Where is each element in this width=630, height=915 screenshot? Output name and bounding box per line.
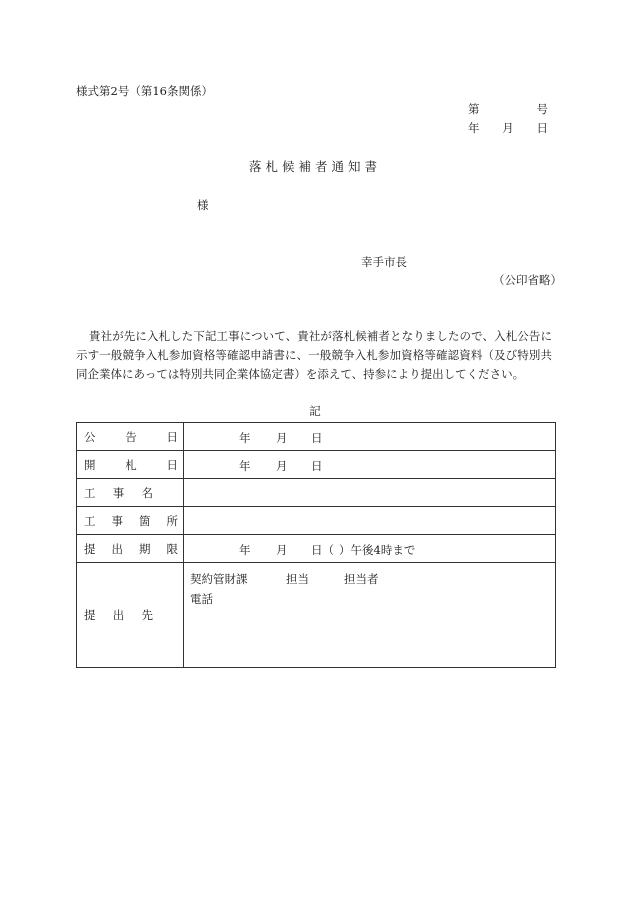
row-value: [184, 479, 556, 507]
label-char: 出: [111, 541, 123, 556]
document-title: 落札候補者通知書: [248, 159, 381, 174]
label-char: 工: [84, 513, 96, 528]
label-char: 日: [166, 429, 178, 444]
label-char: 期: [139, 541, 151, 556]
addressee-honorific: 様: [197, 198, 209, 212]
table-row-submission-destination: [77, 563, 556, 668]
row-label: [77, 451, 184, 479]
date-day: 日: [311, 458, 323, 473]
form-number-label: 様式第2号（第16条関係）: [76, 84, 213, 98]
table-row-announcement-date: [77, 423, 556, 451]
issuer-name: 幸手市長: [361, 255, 407, 269]
label-char: 事: [111, 513, 123, 528]
date-month: 月: [502, 121, 514, 135]
label-char: 名: [141, 485, 153, 500]
date-month: 月: [276, 430, 288, 445]
label-char: 公: [84, 429, 96, 444]
table-row-project-location: [77, 507, 556, 535]
date-day: 日: [311, 430, 323, 445]
seal-note: （公印省略）: [493, 273, 562, 287]
date-year: 年: [239, 430, 251, 445]
date-year: 年: [239, 542, 251, 557]
issue-date-line: [468, 123, 548, 135]
deadline-time: ）午後4時まで: [339, 542, 416, 557]
contact-department: 契約管財課: [190, 572, 248, 586]
row-label: [77, 479, 184, 507]
label-char: 日: [166, 457, 178, 472]
contact-phone: 電話: [190, 592, 213, 606]
number-prefix: 第: [468, 102, 480, 116]
row-value: [184, 451, 556, 479]
date-year: 年: [468, 121, 480, 135]
date-day: 日: [536, 121, 548, 135]
label-char: 告: [125, 429, 137, 444]
info-table: [76, 422, 556, 668]
row-value: [184, 535, 556, 563]
date-day: 日（: [311, 542, 334, 557]
row-value: [184, 423, 556, 451]
document-number-line: [468, 104, 548, 116]
number-suffix: 号: [536, 102, 548, 116]
table-row-submission-deadline: [77, 535, 556, 563]
date-month: 月: [276, 458, 288, 473]
date-month: 月: [276, 542, 288, 557]
table-row-opening-date: [77, 451, 556, 479]
label-char: 提: [84, 608, 96, 622]
date-year: 年: [239, 458, 251, 473]
label-char: 先: [141, 608, 153, 622]
row-value: [184, 563, 556, 668]
row-value: [184, 507, 556, 535]
row-label: [77, 423, 184, 451]
label-char: 出: [112, 608, 125, 622]
label-char: 限: [166, 541, 178, 556]
row-label: [77, 563, 184, 668]
ki-heading: 記: [309, 404, 321, 418]
notice-body-text: 貴社が先に入札した下記工事について、貴社が落札候補者となりましたので、入札公告に示す一般競争入札参加資格等確認申請書に、一般競争入札参加資格等確認資料（及び特別共同企業体にあっては特別共同企業体協定書）を添えて、持参により提出してください。: [76, 329, 552, 381]
table-row-project-name: [77, 479, 556, 507]
row-label: [77, 507, 184, 535]
label-char: 事: [112, 485, 125, 500]
contact-person: 担当者: [344, 572, 379, 586]
label-char: 工: [84, 485, 96, 500]
row-label: [77, 535, 184, 563]
label-char: 所: [166, 513, 178, 528]
label-char: 開: [84, 457, 96, 472]
label-char: 提: [84, 541, 96, 556]
label-char: 札: [125, 457, 137, 472]
contact-section: 担当: [286, 572, 309, 586]
label-char: 箇: [139, 513, 151, 528]
